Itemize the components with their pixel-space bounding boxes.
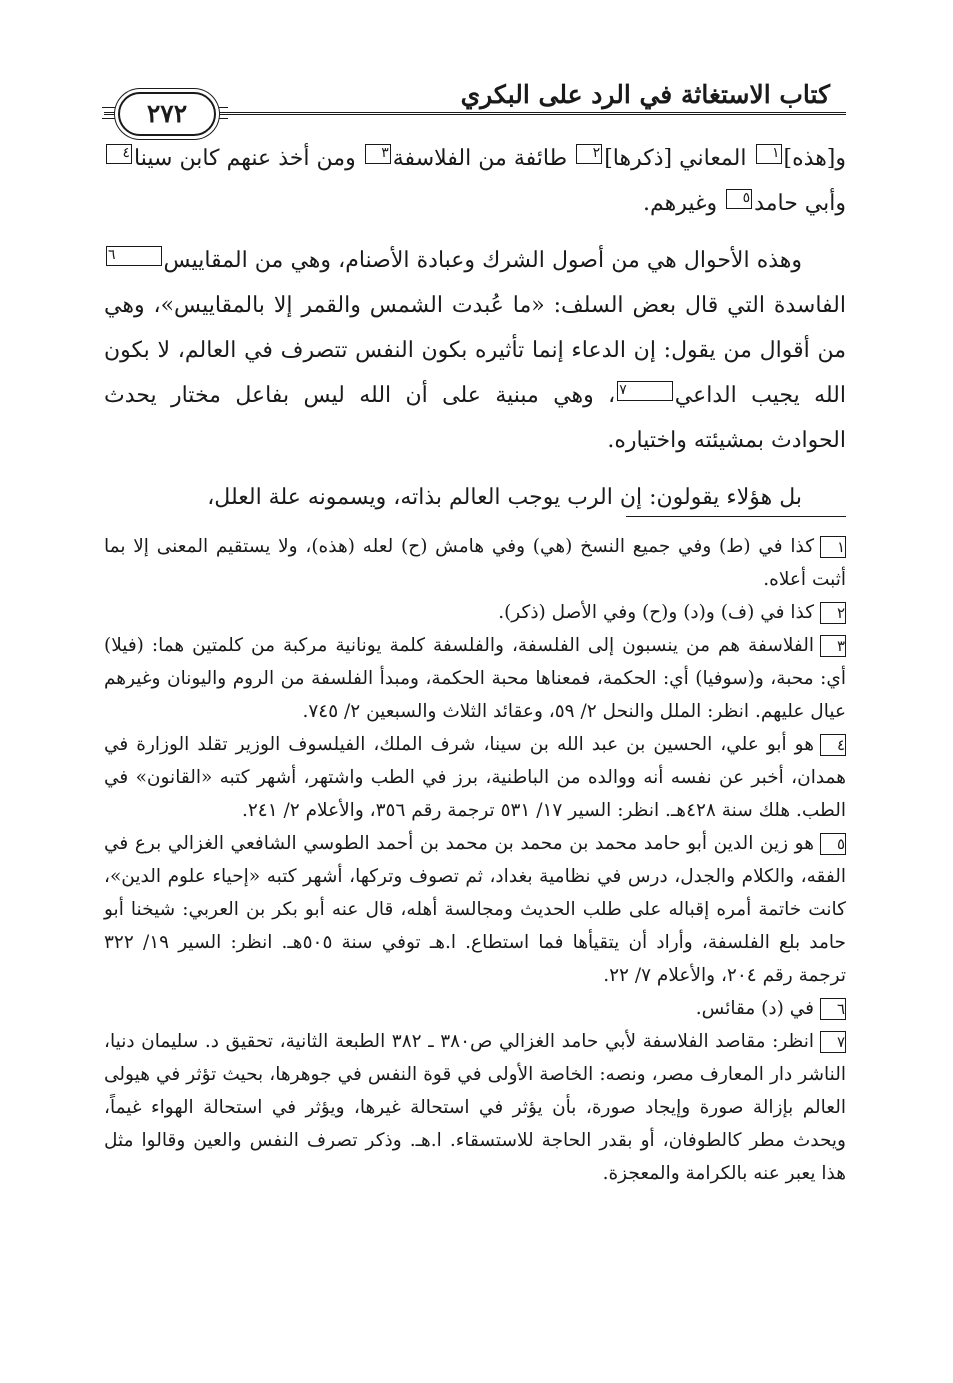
text-run: طائفة من الفلاسفة xyxy=(392,146,575,171)
footnote-٢ xyxy=(104,596,846,629)
footnote-number: ٧ xyxy=(820,1031,846,1053)
footnote-number: ٥ xyxy=(820,833,846,855)
footnote-text: في (د) مقائس. xyxy=(695,998,814,1019)
footnote-٧ xyxy=(104,1025,846,1190)
footnote-number: ١ xyxy=(820,536,846,558)
footnote-ref-٦: ٦ xyxy=(106,246,162,266)
footnote-٥ xyxy=(104,827,846,992)
paragraph-1 xyxy=(104,136,846,226)
text-run: وهذه الأحوال هي من أصول الشرك وعبادة الأصنام، وهي من المقاييس xyxy=(163,248,802,273)
text-run: وغيرهم. xyxy=(643,191,725,216)
main-text xyxy=(104,136,846,520)
footnote-ref-٤: ٤ xyxy=(106,144,132,164)
footnote-text: الفلاسفة هم من ينسبون إلى الفلسفة، والفلسفة كلمة يونانية مركبة من كلمتين هما: (فيلا) أي: محبة، و(سوفيا) أي: الحكمة، فمعناها محبة الحكمة، ومبدأ الفلسفة من الروم واليونان وغيرهم عيال عليهم. انظر: الملل والنحل ٢/ ٥٩، وعقائد الثلاث والسبعين ٢/ ٧٤٥. xyxy=(104,635,846,722)
footnote-text: هو أبو علي، الحسين بن عبد الله بن سينا، شرف الملك، الفيلسوف الوزير تقلد الوزارة في همدان، أخبر عن نفسه أنه ووالده من الباطنية، برز في الطب واشتهر، أشهر كتبه «القانون» في الطب. هلك سنة ٤٢٨هـ. انظر: السير ١٧/ ٥٣١ ترجمة رقم ٣٥٦، والأعلام ٢/ ٢٤١. xyxy=(104,734,846,821)
footnote-٤ xyxy=(104,728,846,827)
footnote-text: انظر: مقاصد الفلاسفة لأبي حامد الغزالي ص٣٨٠ ـ ٣٨٢ الطبعة الثانية، تحقيق د. سليمان دنيا، الناشر دار المعارف مصر، ونصه: الخاصة الأولى في قوة النفس في جوهرها، بحيث تؤثر في هيولى العالم بإزالة صورة وإيجاد صورة، بأن يؤثر في استحالة غيرها، ويؤثر في استحالة الهواء غيماً، ويحدث مطر كالطوفان، أو بقدر الحاجة للاستسقاء. ا.هـ. وذكر تصرف النفس والعين وقالوا مثل هذا يعبر عنه بالكرامة والمعجزة. xyxy=(104,1031,846,1184)
text-run: المعاني [ذكرها] xyxy=(604,146,754,171)
running-title: كتاب الاستغاثة في الرد على البكري xyxy=(460,80,830,109)
text-run: ومن أخذ عنهم كابن سينا xyxy=(134,146,363,171)
text-run: وأبي حامد xyxy=(754,191,846,216)
text-run: و[هذه] xyxy=(783,146,846,171)
text-run: الفاسدة التي قال بعض السلف: «ما عُبدت الشمس والقمر إلا بالمقاييس»، وهي من أقوال من يقول: إن الدعاء إنما تأثيره بكون النفس تتصرف في العالم، لا بكون الله يجيب الداعي xyxy=(104,293,846,408)
paragraph-3: بل هؤلاء يقولون: إن الرب يوجب العالم بذاته، ويسمونه علة العلل، xyxy=(207,485,802,510)
footnote-ref-٥: ٥ xyxy=(726,189,752,209)
footnote-٣ xyxy=(104,629,846,728)
paragraph-2 xyxy=(104,238,846,463)
footnote-٦ xyxy=(104,992,846,1025)
footnote-number: ٦ xyxy=(820,998,846,1020)
page-number: ٢٧٢ xyxy=(118,92,216,136)
footnote-text: كذا في (ف) و(د) و(ح) وفي الأصل (ذكر). xyxy=(498,602,814,623)
page-number-ornament-right xyxy=(214,107,228,119)
footnote-ref-١: ١ xyxy=(756,144,782,164)
footnote-text: كذا في (ط) وفي جميع النسخ (هي) وفي هامش (ح) لعله (هذه)، ولا يستقيم المعنى إلا بما أثبت أعلاه. xyxy=(104,536,846,590)
footnote-number: ٤ xyxy=(820,734,846,756)
footnote-ref-٣: ٣ xyxy=(365,144,391,164)
footnote-text: هو زين الدين أبو حامد محمد بن محمد بن محمد بن أحمد الطوسي الشافعي الغزالي برع في الفقه، والكلام والجدل، درس في نظامية بغداد، ثم تصوف وتركها، أشهر كتبه «إحياء علوم الدين»، كانت خاتمة أمره إقباله على طلب الحديث ومجالسة أهله، قال عنه أبو بكر بن العربي: شيخنا أبو حامد بلع الفلسفة، وأراد أن يتقيأها فما استطاع. ا.هـ توفي سنة ٥٠٥هـ. انظر: السير ١٩/ ٣٢٢ ترجمة رقم ٢٠٤، والأعلام ٧/ ٢٢. xyxy=(104,833,846,986)
footnote-ref-٧: ٧ xyxy=(617,381,673,401)
footnote-١ xyxy=(104,530,846,596)
footnote-separator xyxy=(626,516,846,517)
footnote-number: ٢ xyxy=(820,602,846,624)
page-number-ornament-left xyxy=(102,107,116,119)
footnote-ref-٢: ٢ xyxy=(576,144,602,164)
text-run: ، وهي مبنية على أن الله ليس بفاعل مختار يحدث الحوادث بمشيئته واختياره. xyxy=(104,383,846,453)
footnote-number: ٣ xyxy=(820,635,846,657)
footnotes xyxy=(104,530,846,1190)
